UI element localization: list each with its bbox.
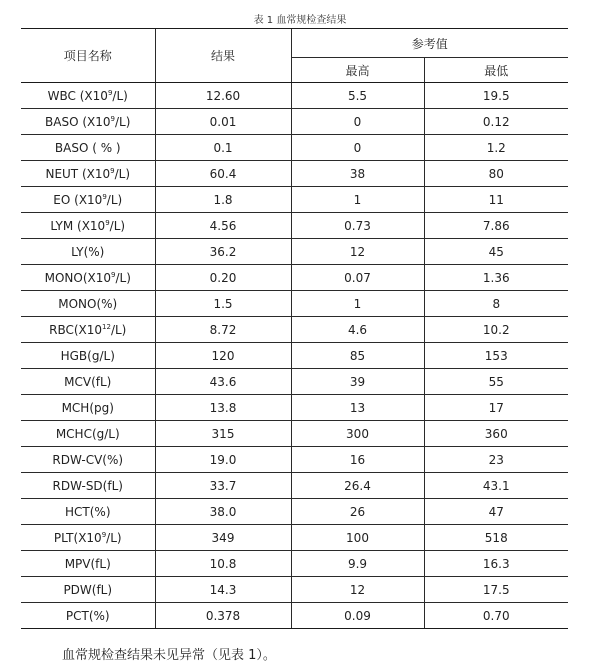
low-cell: 0.70	[424, 603, 568, 629]
result-cell: 349	[155, 525, 291, 551]
low-cell: 10.2	[424, 317, 568, 343]
result-cell: 1.5	[155, 291, 291, 317]
item-name: RDW-SD(fL)	[52, 478, 123, 493]
table-row	[21, 213, 568, 239]
table-row	[21, 291, 568, 317]
table-row	[21, 603, 568, 629]
item-name: BASO (X10	[45, 114, 111, 129]
result-cell: 8.72	[155, 317, 291, 343]
table-row	[21, 395, 568, 421]
high-cell: 85	[291, 343, 424, 369]
item-unit-exponent: 9	[110, 166, 115, 175]
header-reference: 参考值	[291, 29, 568, 58]
item-name-cell	[21, 109, 155, 135]
item-name: MCV(fL)	[64, 374, 112, 389]
high-cell: 26	[291, 499, 424, 525]
table-row	[21, 499, 568, 525]
item-name-cell	[21, 395, 155, 421]
high-cell: 13	[291, 395, 424, 421]
result-cell: 0.1	[155, 135, 291, 161]
high-cell: 38	[291, 161, 424, 187]
item-name-cell	[21, 525, 155, 551]
low-cell: 80	[424, 161, 568, 187]
header-low: 最低	[424, 58, 568, 83]
table-row	[21, 109, 568, 135]
item-name-cell	[21, 551, 155, 577]
header-item-name: 项目名称	[21, 29, 155, 83]
low-cell: 55	[424, 369, 568, 395]
high-cell: 0.73	[291, 213, 424, 239]
item-unit: /L)	[115, 114, 131, 129]
table-row	[21, 447, 568, 473]
item-name: RBC(X10	[49, 322, 103, 337]
result-cell: 60.4	[155, 161, 291, 187]
item-name: MONO(X10	[44, 270, 111, 285]
item-name: RDW-CV(%)	[52, 452, 124, 467]
low-cell: 360	[424, 421, 568, 447]
low-cell: 153	[424, 343, 568, 369]
high-cell: 12	[291, 239, 424, 265]
item-name-cell	[21, 343, 155, 369]
footnote: 血常规检查结果未见异常（见表 1）。	[62, 648, 276, 663]
result-cell: 4.56	[155, 213, 291, 239]
high-cell: 0	[291, 135, 424, 161]
table-row	[21, 161, 568, 187]
low-cell: 8	[424, 291, 568, 317]
header-high: 最高	[291, 58, 424, 83]
item-name: HGB(g/L)	[60, 348, 115, 363]
high-cell: 39	[291, 369, 424, 395]
result-cell: 43.6	[155, 369, 291, 395]
item-unit: /L)	[106, 530, 122, 545]
table-row	[21, 525, 568, 551]
result-cell: 36.2	[155, 239, 291, 265]
table-row	[21, 265, 568, 291]
low-cell: 11	[424, 187, 568, 213]
high-cell: 0	[291, 109, 424, 135]
item-name: EO (X10	[53, 192, 103, 207]
table-row	[21, 135, 568, 161]
item-unit: /L)	[114, 166, 131, 181]
high-cell: 0.07	[291, 265, 424, 291]
high-cell: 0.09	[291, 603, 424, 629]
high-cell: 16	[291, 447, 424, 473]
item-name-cell	[21, 239, 155, 265]
result-cell: 1.8	[155, 187, 291, 213]
item-unit: /L)	[109, 218, 126, 233]
result-cell: 12.60	[155, 83, 291, 109]
result-cell: 120	[155, 343, 291, 369]
item-name: MCHC(g/L)	[55, 426, 120, 441]
item-name-cell	[21, 447, 155, 473]
high-cell: 26.4	[291, 473, 424, 499]
table-row	[21, 551, 568, 577]
item-name-cell	[21, 213, 155, 239]
table-row	[21, 83, 568, 109]
item-unit: /L)	[115, 270, 131, 285]
result-cell: 38.0	[155, 499, 291, 525]
item-unit-exponent: 9	[101, 530, 107, 539]
low-cell: 0.12	[424, 109, 568, 135]
table-row	[21, 187, 568, 213]
item-name: PDW(fL)	[63, 582, 113, 597]
low-cell: 7.86	[424, 213, 568, 239]
result-cell: 10.8	[155, 551, 291, 577]
high-cell: 4.6	[291, 317, 424, 343]
item-unit-exponent: 9	[102, 192, 107, 201]
low-cell: 19.5	[424, 83, 568, 109]
item-unit-exponent: 12	[102, 322, 111, 331]
item-name-cell	[21, 473, 155, 499]
table-caption: 表 1 血常规检查结果	[253, 15, 347, 26]
item-unit: /L)	[110, 322, 127, 337]
result-cell: 0.378	[155, 603, 291, 629]
item-name-cell	[21, 265, 155, 291]
low-cell: 43.1	[424, 473, 568, 499]
result-cell: 0.01	[155, 109, 291, 135]
item-name: PLT(X10	[53, 530, 102, 545]
table-row	[21, 421, 568, 447]
high-cell: 100	[291, 525, 424, 551]
high-cell: 300	[291, 421, 424, 447]
item-name: NEUT (X10	[45, 166, 111, 181]
low-cell: 17	[424, 395, 568, 421]
item-name-cell	[21, 83, 155, 109]
high-cell: 9.9	[291, 551, 424, 577]
item-unit-exponent: 9	[105, 218, 110, 227]
low-cell: 1.36	[424, 265, 568, 291]
low-cell: 518	[424, 525, 568, 551]
item-name-cell	[21, 135, 155, 161]
item-name-cell	[21, 421, 155, 447]
item-unit-exponent: 9	[110, 114, 116, 123]
item-name-cell	[21, 291, 155, 317]
item-name-cell	[21, 187, 155, 213]
item-name: HCT(%)	[65, 504, 111, 519]
blood-routine-table	[21, 28, 568, 629]
high-cell: 5.5	[291, 83, 424, 109]
low-cell: 45	[424, 239, 568, 265]
item-unit: /L)	[112, 88, 128, 103]
item-name: WBC (X10	[47, 88, 108, 103]
item-name-cell	[21, 577, 155, 603]
result-cell: 19.0	[155, 447, 291, 473]
high-cell: 12	[291, 577, 424, 603]
high-cell: 1	[291, 187, 424, 213]
item-name: LYM (X10	[50, 218, 106, 233]
item-name: MONO(%)	[58, 296, 118, 311]
low-cell: 16.3	[424, 551, 568, 577]
table-row	[21, 369, 568, 395]
result-cell: 315	[155, 421, 291, 447]
table-row	[21, 577, 568, 603]
item-name-cell	[21, 603, 155, 629]
item-name: MPV(fL)	[64, 556, 111, 571]
result-cell: 13.8	[155, 395, 291, 421]
result-cell: 0.20	[155, 265, 291, 291]
item-name-cell	[21, 161, 155, 187]
header-result: 结果	[155, 29, 291, 83]
table-body	[21, 83, 568, 629]
result-cell: 14.3	[155, 577, 291, 603]
high-cell: 1	[291, 291, 424, 317]
low-cell: 47	[424, 499, 568, 525]
item-unit-exponent: 9	[107, 88, 113, 97]
low-cell: 1.2	[424, 135, 568, 161]
item-name: PCT(%)	[65, 608, 110, 623]
table-row	[21, 473, 568, 499]
item-name: MCH(pg)	[61, 400, 114, 415]
table-row	[21, 239, 568, 265]
low-cell: 23	[424, 447, 568, 473]
table-row	[21, 317, 568, 343]
low-cell: 17.5	[424, 577, 568, 603]
item-name-cell	[21, 317, 155, 343]
result-cell: 33.7	[155, 473, 291, 499]
table-row	[21, 343, 568, 369]
item-unit: /L)	[106, 192, 123, 207]
item-name: BASO ( % )	[54, 140, 121, 155]
item-name-cell	[21, 499, 155, 525]
item-unit-exponent: 9	[111, 270, 116, 279]
item-name: LY(%)	[71, 244, 105, 259]
item-name-cell	[21, 369, 155, 395]
